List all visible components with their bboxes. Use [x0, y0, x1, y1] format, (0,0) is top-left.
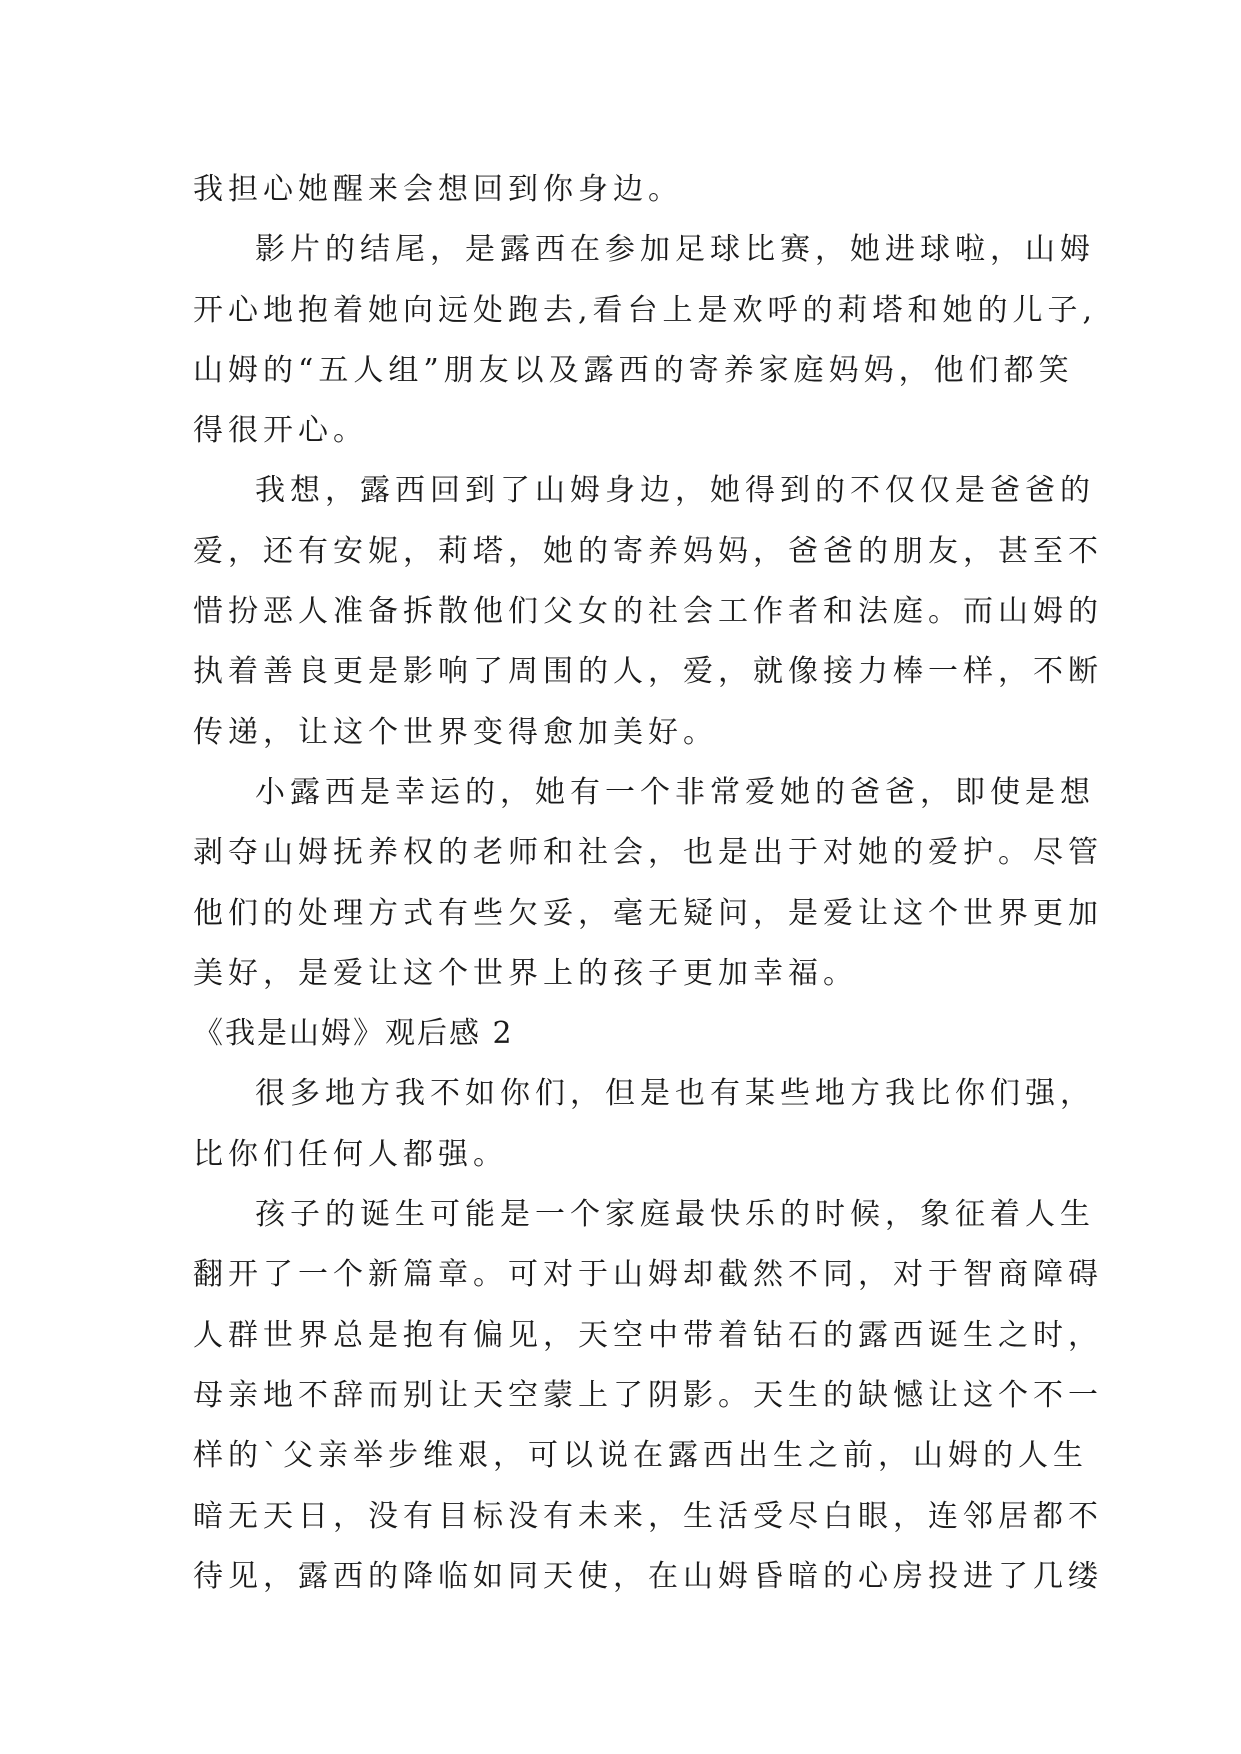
- section-heading: 《我是山姆》观后感 2: [193, 1016, 514, 1052]
- text-line: 剥夺山姆抚养权的老师和社会，也是出于对她的爱护。尽管: [193, 835, 1103, 871]
- text-line: 比你们任何人都强。: [193, 1136, 508, 1172]
- paragraph-start-line: 孩子的诞生可能是一个家庭最快乐的时候，象征着人生: [255, 1197, 1095, 1233]
- paragraph-start-line: 小露西是幸运的，她有一个非常爱她的爸爸，即使是想: [255, 774, 1095, 810]
- paragraph-start-line: 我想，露西回到了山姆身边，她得到的不仅仅是爸爸的: [255, 473, 1095, 509]
- text-line: 开心地抱着她向远处跑去,看台上是欢呼的莉塔和她的儿子,: [193, 292, 1098, 328]
- text-line: 执着善良更是影响了周围的人，爱，就像接力棒一样，不断: [193, 654, 1103, 690]
- paragraph-start-line: 很多地方我不如你们，但是也有某些地方我比你们强，: [255, 1076, 1095, 1112]
- text-line: 他们的处理方式有些欠妥，毫无疑问，是爱让这个世界更加: [193, 895, 1103, 931]
- text-line: 得很开心。: [193, 413, 368, 449]
- document-body: [193, 160, 1103, 1607]
- paragraph-start-line: 影片的结尾，是露西在参加足球比赛，她进球啦，山姆: [255, 232, 1095, 268]
- text-line: 样的`父亲举步维艰，可以说在露西出生之前，山姆的人生: [193, 1438, 1088, 1474]
- text-line: 山姆的“五人组”朋友以及露西的寄养家庭妈妈，他们都笑: [193, 352, 1074, 388]
- text-line: 美好，是爱让这个世界上的孩子更加幸福。: [193, 955, 858, 991]
- text-line: 我担心她醒来会想回到你身边。: [193, 172, 683, 207]
- text-line: 暗无天日，没有目标没有未来，生活受尽白眼，连邻居都不: [193, 1498, 1103, 1534]
- text-line: 惜扮恶人准备拆散他们父女的社会工作者和法庭。而山姆的: [193, 594, 1103, 630]
- text-line: 母亲地不辞而别让天空蒙上了阴影。天生的缺憾让这个不一: [193, 1377, 1103, 1413]
- text-line: 翻开了一个新篇章。可对于山姆却截然不同，对于智商障碍: [193, 1257, 1103, 1293]
- text-line: 爱，还有安妮，莉塔，她的寄养妈妈，爸爸的朋友，甚至不: [193, 533, 1103, 569]
- text-line: 人群世界总是抱有偏见，天空中带着钻石的露西诞生之时，: [193, 1317, 1103, 1353]
- text-line: 传递，让这个世界变得愈加美好。: [193, 714, 718, 750]
- text-line: 待见，露西的降临如同天使，在山姆昏暗的心房投进了几缕: [193, 1558, 1103, 1594]
